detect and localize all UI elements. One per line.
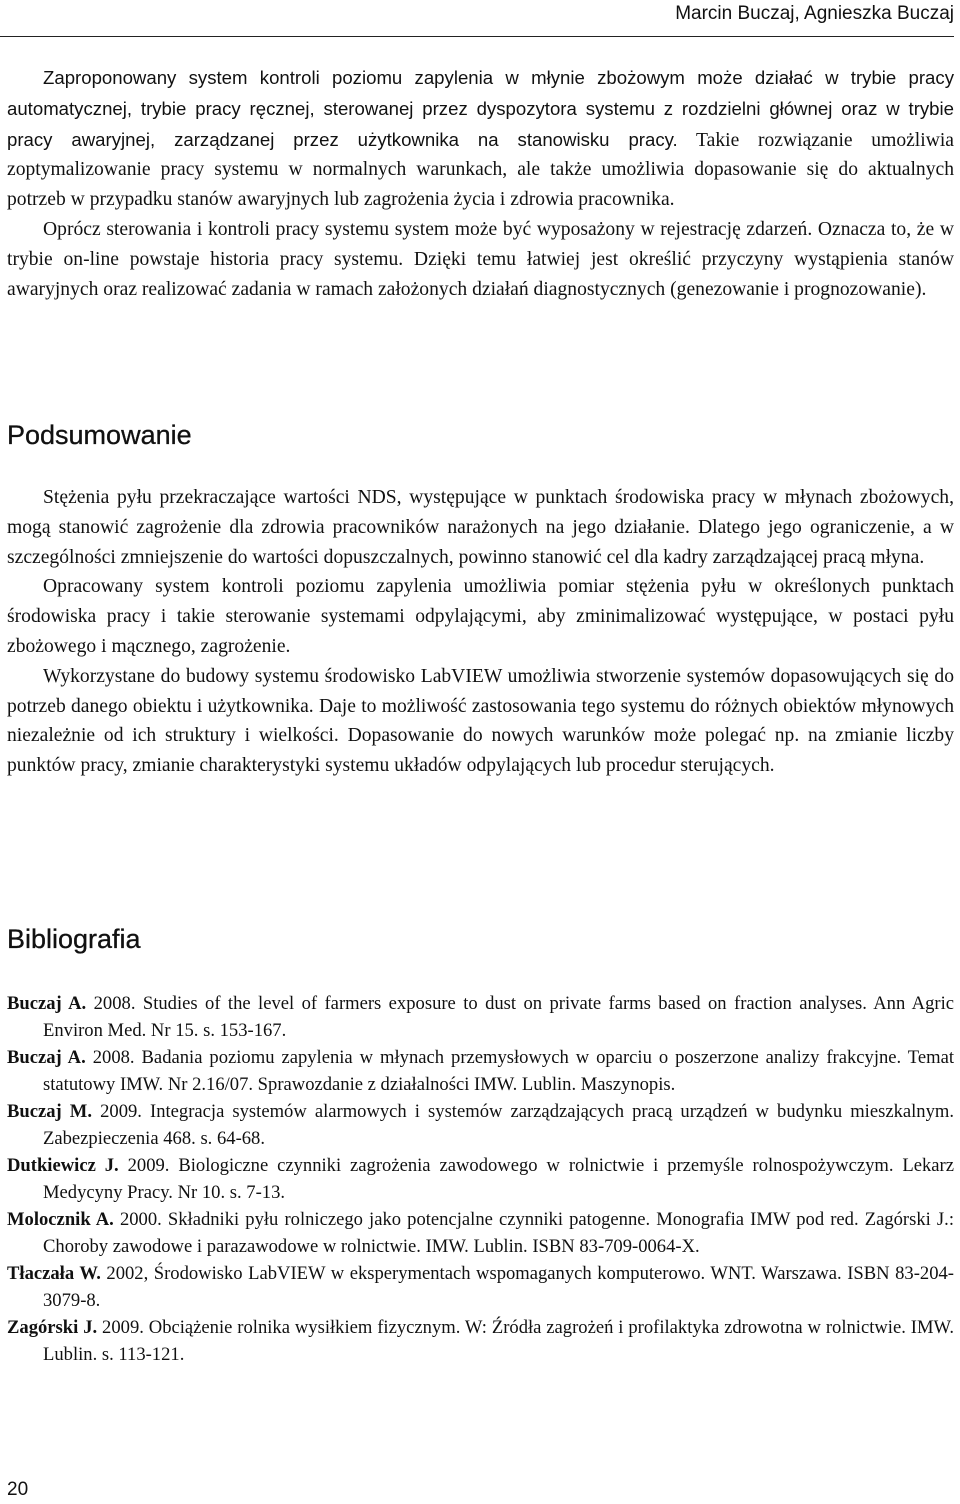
intro-paragraph-2: Oprócz sterowania i kontroli pracy systemu system może być wyposażony w rejestrację zdarzeń. Oznacza to, że w trybie on-line powstaje historia pracy systemu. Dzięki temu łatwiej jest określić przyczyny wystąpienia stanów awaryjnych oraz realizować zadania w ramach założonych działań diagnostycznych (genezowanie i prognozowanie). xyxy=(7,218,954,300)
reference-author: Tłaczała W. xyxy=(7,1263,101,1284)
bibliography-entry xyxy=(7,1152,954,1206)
summary-paragraph-2: Opracowany system kontroli poziomu zapylenia umożliwia pomiar stężenia pyłu w określonych punktach środowiska pracy i takie sterowanie systemami odpylającymi, aby zminimalizować występujące, w postaci pyłu zbożowego i mącznego, zagrożenie. xyxy=(7,576,954,657)
bibliography-entry xyxy=(7,1260,954,1314)
reference-text: 2008. Studies of the level of farmers exposure to dust on private farms based on fraction analyses. Ann Agric Environ Med. Nr 15. s. 153-167. xyxy=(43,993,954,1041)
reference-text: 2000. Składniki pyłu rolniczego jako potencjalne czynniki patogenne. Monografia IMW pod red. Zagórski J.: Choroby zawodowe i parazawodowe w rolnictwie. IMW. Lublin. ISBN 83-709-0064-X. xyxy=(43,1209,954,1257)
bibliography-entry xyxy=(7,1044,954,1098)
bibliography-entry xyxy=(7,1206,954,1260)
summary-paragraph-3: Wykorzystane do budowy systemu środowisko LabVIEW umożliwia stworzenie systemów dopasowujących się do potrzeb danego obiektu i użytkownika. Daje to możliwość zastosowania tego systemu do różnych obiektów młynowych niezależnie od ich struktury i wielkości. Dopasowanie do nowych warunków może polegać np. na zmianie liczby punktów pracy, zmianie charakterystyki systemu układów odpylających lub procedur sterujących. xyxy=(7,665,954,777)
summary-paragraph-1: Stężenia pyłu przekraczające wartości NDS, występujące w punktach środowiska pracy w młynach zbożowych, mogą stanowić zagrożenie dla zdrowia pracowników narażonych na jego działanie. Dlatego jego ograniczenie, a w szczególności zmniejszenie do wartości dopuszczalnych, powinno stanowić cel dla kadry zarządzającej pracą młyna. xyxy=(7,487,954,568)
page-number: 20 xyxy=(7,1479,29,1500)
reference-text: 2002, Środowisko LabVIEW w eksperymentach wspomaganych komputerowo. WNT. Warszawa. ISBN 83-204-3079-8. xyxy=(43,1263,954,1311)
reference-author: Buczaj M. xyxy=(7,1101,93,1122)
reference-text: 2009. Biologiczne czynniki zagrożenia zawodowego w rolnictwie i przemyśle rolnospożywczym. Lekarz Medycyny Pracy. Nr 10. s. 7-13. xyxy=(43,1155,955,1203)
intro-section xyxy=(7,63,954,304)
reference-text: 2008. Badania poziomu zapylenia w młynach przemysłowych w oparciu o poszerzone analizy frakcyjne. Temat statutowy IMW. Nr 2.16/07. Sprawozdanie z działalności IMW. Lublin. Maszynopis. xyxy=(43,1047,954,1095)
running-header xyxy=(0,0,954,37)
reference-author: Molocznik A. xyxy=(7,1209,114,1230)
intro-paragraph-1 xyxy=(7,63,954,215)
intro-paragraph-1-sans-part: Zaproponowany system kontroli poziomu zapylenia w młynie zbożowym może działać w trybie pracy automatycznej, trybie pracy ręcznej, sterowanej przez dyspozytora systemu z rozdzielni głównej oraz w trybie pracy awaryjnej, zarządzanej przez użytkownika na stanowisku pracy. xyxy=(7,67,954,150)
summary-heading: Podsumowanie xyxy=(7,420,192,450)
header-authors: Marcin Buczaj, Agnieszka Buczaj xyxy=(675,3,954,24)
reference-author: Buczaj A. xyxy=(7,993,87,1014)
bibliography-entry xyxy=(7,990,954,1044)
reference-text: 2009. Integracja systemów alarmowych i systemów zarządzających pracą urządzeń w budynku mieszkalnym. Zabezpieczenia 468. s. 64-68. xyxy=(43,1101,954,1149)
intro-paragraph-1-serif-part: Takie rozwiązanie umożliwia zoptymalizowanie pracy systemu w normalnych warunkach, ale także umożliwia dopasowanie się do aktualnych potrzeb w przypadku stanów awaryjnych lub zagrożenia życia i zdrowia pracownika. xyxy=(7,129,954,211)
reference-author: Buczaj A. xyxy=(7,1047,86,1068)
reference-author: Dutkiewicz J. xyxy=(7,1155,119,1176)
reference-author: Zagórski J. xyxy=(7,1317,98,1338)
summary-section xyxy=(7,483,954,781)
bibliography-list xyxy=(7,990,954,1368)
bibliography-heading: Bibliografia xyxy=(7,924,141,954)
bibliography-entry xyxy=(7,1314,954,1368)
reference-text: 2009. Obciążenie rolnika wysiłkiem fizycznym. W: Źródła zagrożeń i profilaktyka zdrowotna w rolnictwie. IMW. Lublin. s. 113-121. xyxy=(43,1317,954,1365)
bibliography-entry xyxy=(7,1098,954,1152)
